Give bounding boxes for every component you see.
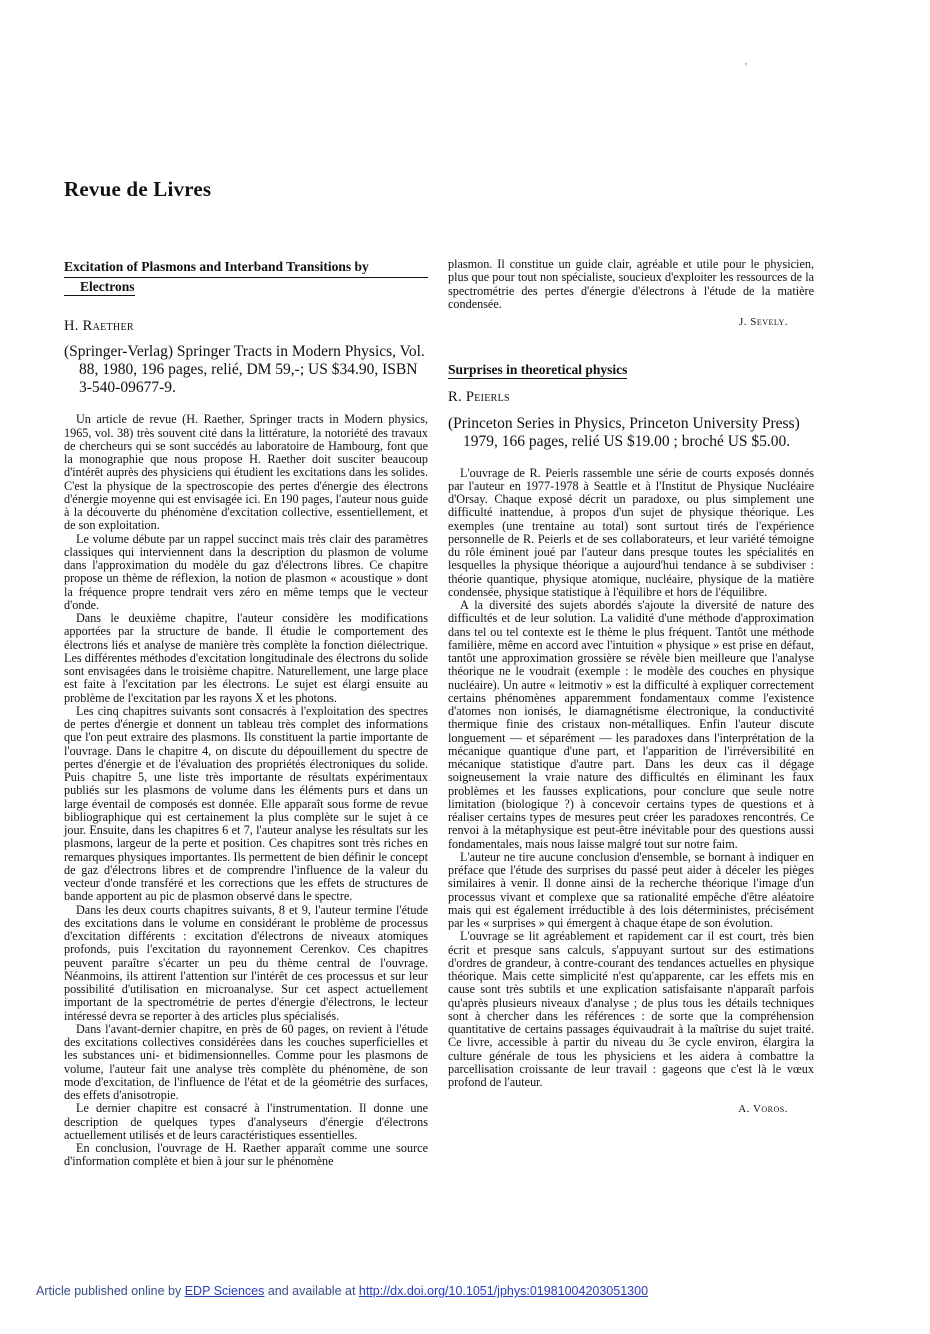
review2-paragraph: A la diversité des sujets abordés s'ajoute la diversité de nature des difficultés et de leur solution. La validité d'une méthode d'approximation dans tel ou tel contexte est le thème le plus fréquent. Tantôt une méthode familière, même en accord avec l'intuition « physique » est prise en défaut, tantôt une approximation grossière se révèle bien meilleure que l'analyse théorique ne le voudrait (exemple : le modèle des couches en physique nucléaire). Un autre « leitmotiv » est la difficulté à expliquer correctement certains phénomènes apparemment fondamentaux comme l'existence d'atomes non ionisés, le diamagnétisme électronique, la conductivité thermique finie des cristaux non-métalliques. Enfin l'auteur discute longuement — et séparément — les paradoxes dans l'interprétation de la mécanique quantique d'une part, et l'apparition de l'irréversibilité en mécanique statistique d'autre part. Dans les deux cas il dégage soigneusement la vraie nature des difficultés en éliminant les faux problèmes et les fausses explications, pour conclure que seule notre limitation (biologique ?) à concevoir certains types de questions et à réaliser certains types de mesures peut créer les paradoxes rencontrés. Ce renvoi à la métaphysique est peut-être inévitable pour des questions aussi fondamentales, mais nous laisse malgré tout sur notre faim.: [448, 598, 814, 851]
publisher-link[interactable]: EDP Sciences: [184, 1284, 265, 1298]
review2-paragraph: L'ouvrage de R. Peierls rassemble une série de courts exposés donnés par l'auteur en 1977-1978 à Seattle et à l'Institut de Physique Nucléaire d'Orsay. Chaque exposé décrit un paradoxe, ou plus simplement une difficulté inattendue, à propos d'un sujet de physique théorique. Les exemples (une trentaine au total) sont surtout tirés de l'expérience personnelle de R. Peierls et de ses collaborateurs, et leur variété témoigne du rôle éminent joué par l'auteur dans presque toutes les spécialités en lesquelles la physique théorique a aujourd'hui tendance à se subdiviser : théorie quantique, physique atomique, nucléaire, physique de la matière condensée, physique statistique à l'équilibre et hors de l'équilibre.: [448, 465, 814, 599]
review1-author-initial: H.: [64, 318, 83, 334]
review2-author-initial: R.: [448, 389, 466, 406]
review2-paragraph: L'auteur ne tire aucune conclusion d'ensemble, se bornant à indiquer en préface que l'étude des surprises du passé peut aider à déceler les pièges similaires à venir. Il donne ainsi de la recherche théorique l'image d'un processus vivant et complexe que sa rationalité empêche d'être aléatoire mais qui est également irréductible à des lois déterministes, précisément par les « surprises » qui émergent à chaque étape de son évolution.: [448, 849, 814, 930]
review2-author-surname: Peierls: [465, 389, 510, 406]
review2-pubinfo: (Princeton Series in Physics, Princeton University Press) 1979, 166 pages, relié US $19.00 ; broché US $5.00.: [448, 414, 800, 450]
review1-title-line1: Excitation of Plasmons and Interband Transitions by: [64, 258, 428, 278]
left-column: [64, 258, 428, 1169]
review1-title-line2: Electrons: [64, 278, 135, 296]
right-column: [448, 258, 814, 1117]
review1-signature: J. Sevely.: [738, 316, 788, 328]
review1-paragraph: Le volume débute par un rappel succinct mais très clair des paramètres classiques qui interviennent dans la description du plasmon de volume dans l'approximation du modèle du gaz d'électrons libres. Ce chapitre propose un thème de réflexion, la notion de plasmon « acoustique » dont la fréquence propre tendrait vers zéro en même temps que le vecteur d'onde.: [64, 531, 428, 612]
review1-author-surname: Raether: [82, 318, 134, 334]
footer-notice: [36, 1284, 648, 1298]
review1-paragraph: Les cinq chapitres suivants sont consacrés à l'exploitation des spectres de pertes d'énergie et donnent un tableau très complet des informations que l'on peut extraire des plasmons. Ils constituent la partie importante de l'ouvrage. Dans le chapitre 4, on discute du dépouillement du spectre de pertes d'énergie et de l'évaluation des propriétés électroniques du solide. Puis chapitre 5, une liste très importante de résultats expérimentaux publiés sur les plasmons de volume dans les éléments purs et dans un large éventail de composés est donnée. Elle apparaît sous forme de revue bibliographique qui est certainement la plus complète sur le sujet à ce jour. Ensuite, dans les chapitres 6 et 7, l'auteur analyse les résultats sur les plasmons, largeur de la perte et position. Ces chapitres sont très riches en remarques physiques importantes. Ils permettent de bien définir le concept de gaz d'électrons libres et de comprendre l'influence de la valeur du vecteur d'onde transféré et les corrections que les effets de structures de bande apportent au pic de plasmon observé dans le spectre.: [64, 703, 428, 904]
review1-author: [64, 320, 428, 333]
review2-author: [448, 391, 814, 404]
footer-middle: and available at: [264, 1284, 359, 1298]
review1-continuation: plasmon. Il constitue un guide clair, agréable et utile pour le physicien, plus que pour tout non spécialiste, soucieux d'exploiter les ressources de la spectrométrie des pertes d'énergie d'électrons à l'étude de la matière condensée.: [448, 257, 814, 311]
review1-paragraph: En conclusion, l'ouvrage de H. Raether apparaît comme une source d'information complète et bien à jour sur le phénomène: [64, 1141, 428, 1169]
review2-signature: A. Voros.: [738, 1103, 788, 1116]
review1-paragraph: Dans l'avant-dernier chapitre, en près de 60 pages, on revient à l'étude des excitations collectives considérées dans les couches superficielles et les substances uni- et bidimensionnelles. Comme pour les plasmons de volume, l'auteur fait une analyse très complète du phénomène, de son mode d'excitation, de l'influence de l'état et de la géométrie des surfaces, des effets d'anisotropie.: [64, 1021, 428, 1102]
doi-link[interactable]: http://dx.doi.org/10.1051/jphys:01981004203051300: [358, 1284, 649, 1298]
review1-paragraph: Dans le deuxième chapitre, l'auteur considère les modifications apportées par la structure de bande. Il étudie le comportement des électrons liés et analyse de manière très complète la fonction diélectrique. Les différentes méthodes d'excitation longitudinale des électrons du solide sont envisagées dans le troisième chapitre. Naturellement, une large place est faite à l'excitation par les électrons. Le sujet est élargi ensuite au problème de l'excitation par les rayons X et les photons.: [64, 611, 428, 705]
review2-title: Surprises in theoretical physics: [448, 362, 628, 378]
review1-title: [64, 258, 428, 296]
review1-paragraph: Le dernier chapitre est consacré à l'instrumentation. Il donne une description de quelques types d'analyseurs d'énergie d'électrons actuellement utilisés et de leurs caractéristiques essentielles.: [64, 1101, 428, 1142]
review1-paragraph: Dans les deux courts chapitres suivants, 8 et 9, l'auteur termine l'étude des excitations dans le volume en considérant le problème de processus d'excitation différents : excitation d'électrons de niveaux atomiques profonds, puis l'excitation du rayonnement Cerenkov. Ces chapitres peuvent paraître s'écarter un peu du thème central de l'ouvrage. Néanmoins, ils attirent l'attention sur l'intérêt de ces processus et sur leur possibilité d'utilisation en microanalyse. Sur cet aspect actuellement important de la spectrométrie de pertes d'énergie d'électrons, le lecteur intéressé devra se reporter à des articles plus spécialisés.: [64, 902, 428, 1023]
corner-mark: ': [745, 62, 747, 73]
review1-paragraph: Un article de revue (H. Raether, Springer tracts in Modern physics, 1965, vol. 38) très souvent cité dans la littérature, la notoriété des travaux de chercheurs qui se sont succédés au laboratoire de Hambourg, font que la monographie que nous propose H. Raether doit susciter beaucoup d'intérêt auprès des physiciens qui étudient les excitations dans les solides. C'est la physique de la spectroscopie des pertes d'énergie des électrons d'énergie moyenne qui est envisagée ici. En 190 pages, l'auteur nous guide à la découverte du phénomène d'excitation collective, essentiellement, et de son exploitation.: [64, 412, 428, 533]
review2-paragraph: L'ouvrage se lit agréablement et rapidement car il est court, très bien écrit et presque sans calculs, s'appuyant surtout sur des estimations d'ordres de grandeur, à contre-courant des tendances actuelles en physique théorique. Mais cette simplicité n'est qu'apparente, car les effets mis en cause sont très subtils et une explication satisfaisante n'apparaît parfois qu'après plusieurs niveaux d'analyse ; de plus tous les détails techniques sont à chercher dans les références : de sorte que la compréhension quantitative de certains passages équivaudrait à la maîtrise du sujet traité. Ce livre, accessible à partir du niveau du 3e cycle environ, élargira la culture générale de tous les physiciens et les aidera à combattre la parcellisation croissante de leur travail : gageons que c'est là le vœux profond de l'auteur.: [448, 929, 814, 1089]
footer-prefix: Article published online by: [36, 1284, 185, 1298]
section-title: Revue de Livres: [64, 177, 212, 201]
review1-pubinfo: (Springer-Verlag) Springer Tracts in Modern Physics, Vol. 88, 1980, 196 pages, relié, DM 59,-; US $34.90, ISBN 3-540-09677-9.: [64, 343, 425, 397]
